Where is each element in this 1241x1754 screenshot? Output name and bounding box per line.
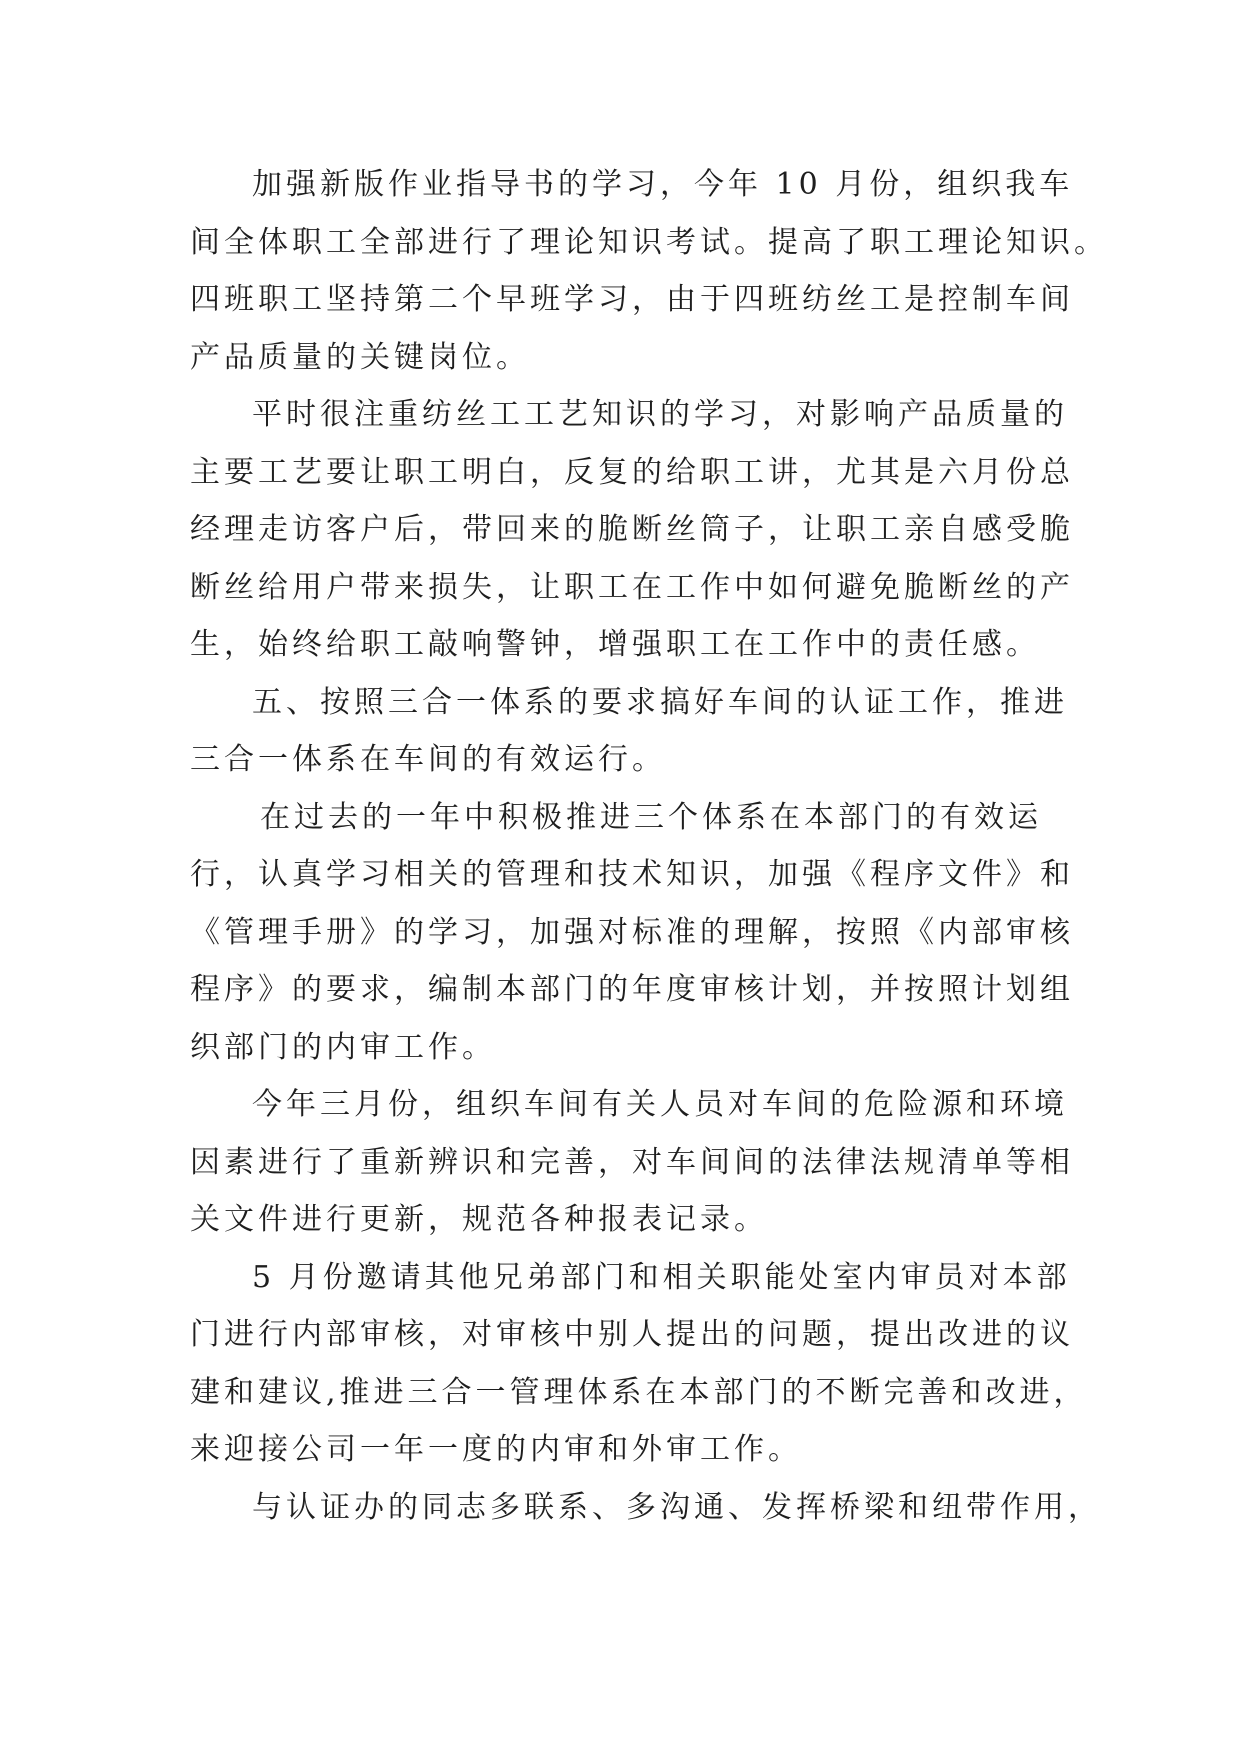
- paragraph-line: 主要工艺要让职工明白，反复的给职工讲，尤其是六月份总: [190, 454, 1074, 490]
- paragraph-line: 平时很注重纺丝工工艺知识的学习，对影响产品质量的: [252, 397, 1068, 432]
- paragraph-line: 建和建议,推进三合一管理体系在本部门的不断完善和改进，: [190, 1374, 1088, 1410]
- paragraph-line: 关文件进行更新，规范各种报表记录。: [190, 1202, 768, 1237]
- paragraph-line: 门进行内部审核，对审核中别人提出的问题，提出改进的议: [190, 1317, 1074, 1352]
- paragraph-line: 程序》的要求，编制本部门的年度审核计划，并按照计划组: [190, 972, 1074, 1007]
- paragraph-line: 《管理手册》的学习，加强对标准的理解，按照《内部审核: [190, 914, 1074, 950]
- paragraph-line: 四班职工坚持第二个早班学习，由于四班纺丝工是控制车间: [190, 282, 1074, 317]
- paragraph-line: 生，始终给职工敲响警钟，增强职工在工作中的责任感。: [190, 627, 1040, 662]
- paragraph-line: 织部门的内审工作。: [190, 1029, 496, 1065]
- paragraph-line: 5 月份邀请其他兄弟部门和相关职能处室内审员对本部: [252, 1259, 1071, 1295]
- paragraph-line: 经理走访客户后，带回来的脆断丝筒子，让职工亲自感受脆: [190, 512, 1074, 547]
- paragraph-line: 在过去的一年中积极推进三个体系在本部门的有效运: [260, 799, 1042, 835]
- section-heading-line: 五、按照三合一体系的要求搞好车间的认证工作，推进: [252, 684, 1068, 720]
- paragraph-line: 今年三月份，组织车间有关人员对车间的危险源和环境: [252, 1087, 1068, 1122]
- paragraph-line: 因素进行了重新辨识和完善，对车间间的法律法规清单等相: [190, 1144, 1074, 1180]
- document-body: [190, 156, 1108, 1536]
- paragraph-line: 间全体职工全部进行了理论知识考试。提高了职工理论知识。: [190, 224, 1108, 260]
- paragraph-line: 产品质量的关键岗位。: [190, 339, 530, 375]
- paragraph-line: 加强新版作业指导书的学习，今年 10 月份，组织我车: [252, 167, 1074, 202]
- paragraph-line: 与认证办的同志多联系、多沟通、发挥桥梁和纽带作用，: [252, 1489, 1102, 1525]
- section-heading-line: 三合一体系在车间的有效运行。: [190, 742, 666, 777]
- paragraph-line: 行，认真学习相关的管理和技术知识，加强《程序文件》和: [190, 857, 1074, 892]
- paragraph-line: 断丝给用户带来损失，让职工在工作中如何避免脆断丝的产: [190, 569, 1074, 605]
- paragraph-line: 来迎接公司一年一度的内审和外审工作。: [190, 1432, 802, 1467]
